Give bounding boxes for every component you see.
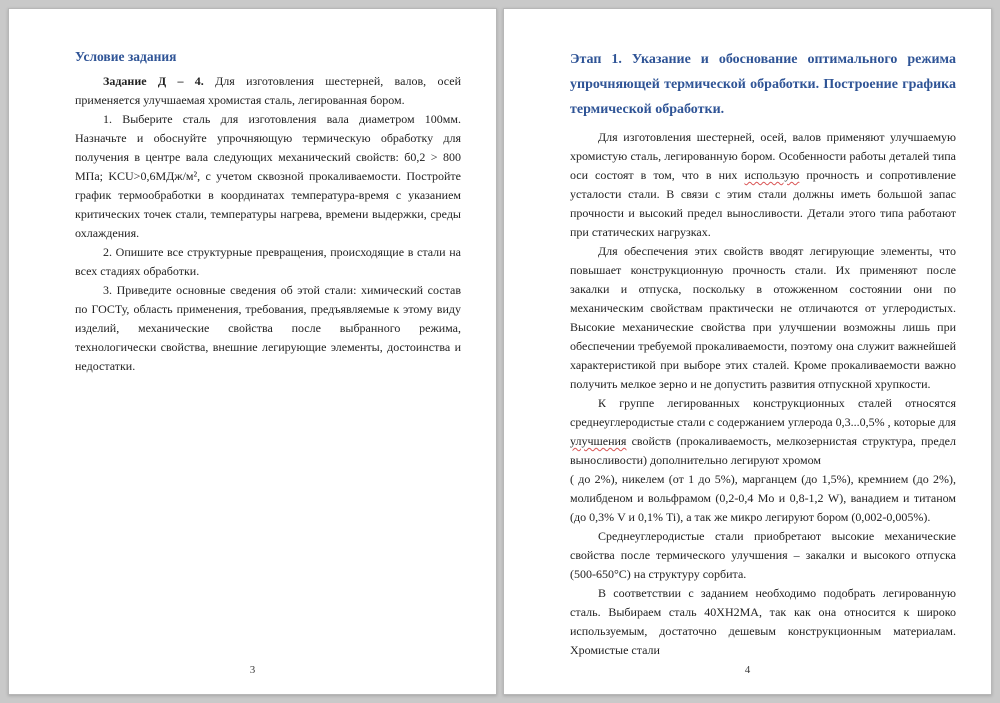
paragraph-steel-choice: В соответствии с заданием необходимо подобрать легированную сталь. Выбираем сталь 40ХН2МА, так как она относится к широко используемым, достаточно дешевым конструкционным материалам. Хромистые стали [570,586,956,657]
page-number-left: 3 [249,664,256,676]
paragraph-alloy-percentages: ( до 2%), никелем (от 1 до 5%), марганцем (до 1,5%), кремнием (до 2%), молибденом и вольфрамом (0,2-0,4 Mo и 0,8-1,2 W), ванадием и титаном (до 0,3% V и 0,1% Ti), а так же микро легируют бором (0,002-0,005%). [570,472,956,524]
paragraph-item-3: 3. Приведите основные сведения об этой стали: химический состав по ГОСТу, область применения, требования, предъявляемые к этому виду изделий, механические свойства после выбранного режима, технологически свойства, внешние легирующие элементы, достоинства и недостатки. [75,283,461,373]
page-4-content [504,9,991,660]
paragraph-steel-group [570,394,956,470]
task-label: Задание Д – 4. [103,74,204,88]
paragraph-alloying: Для обеспечения этих свойств вводят легирующие элементы, что повышает конструкционную прочность стали. Их применяют после закалки и отпуска, поскольку в отожженном состоянии они по механическим свойствам практически не отличаются от углеродистых. Высокие механические свойства при улучшении возможны лишь при обеспечении требуемой прокаливаемости, поэтому она служит важнейшей характеристикой при выборе этих сталей. Кроме прокаливаемости важно получить мелкое зерно и не допустить развития отпускной хрупкости. [570,244,956,391]
paragraph-item-1: 1. Выберите сталь для изготовления вала диаметром 100мм. Назначьте и обоснуйте упрочняющую термическую обработку для получения в центре вала следующих механический свойств: б0,2 > 800 МПа; KCU>0,6МДж/м², с учетом сквозной прокаливаемости. Постройте график термообработки в координатах температура-время с указанием критических точек стали, температуры нагрева, времени выдержки, среды охлаждения. [75,112,461,240]
spellcheck-underline-word: использую [744,168,800,182]
page-4 [503,8,992,695]
paragraph-steel-group-before: К группе легированных конструкционных сталей относятся среднеуглеродистые стали с содержанием углерода 0,3...0,5% , которые для [570,396,956,429]
paragraph-intro [570,128,956,242]
spellcheck-underline-word: улучшения [570,434,627,448]
paragraph-intro-before: Для изготовления шестерней, осей, валов применяют улучшаемую хромистую сталь, легированную бором. Особенности работы деталей типа оси состоят в том, что в них [570,130,956,182]
paragraph-tempering: Среднеуглеродистые стали приобретают высокие механические свойства после термического улучшения – закалки и высокого отпуска (500-650°С) на структуру сорбита. [570,529,956,581]
page-3 [8,8,497,695]
paragraph-item-2: 2. Опишите все структурные превращения, происходящие в стали на всех стадиях обработки. [75,245,461,278]
task-text: Для изготовления шестерней, валов, осей применяется улучшаемая хромистая сталь, легированная бором. [75,74,461,107]
page-3-content [9,9,496,376]
paragraph-steel-group-after: свойств (прокаливаемость, мелкозернистая структура, предел выносливости) дополнительно легируют хромом [570,434,956,467]
page-number-right: 4 [744,664,751,676]
paragraph-task [75,72,461,110]
paragraph-intro-after: прочность и сопротивление усталости стали. В связи с этим стали должны иметь большой запас прочности и высокий предел выносливости. Детали этого типа работают при статических нагрузках. [570,168,956,239]
heading-stage-1: Этап 1. Указание и обоснование оптимального режима упрочняющей термической обработки. Построение графика термической обработки. [570,52,956,117]
heading-task-conditions: Условие задания [75,49,177,64]
